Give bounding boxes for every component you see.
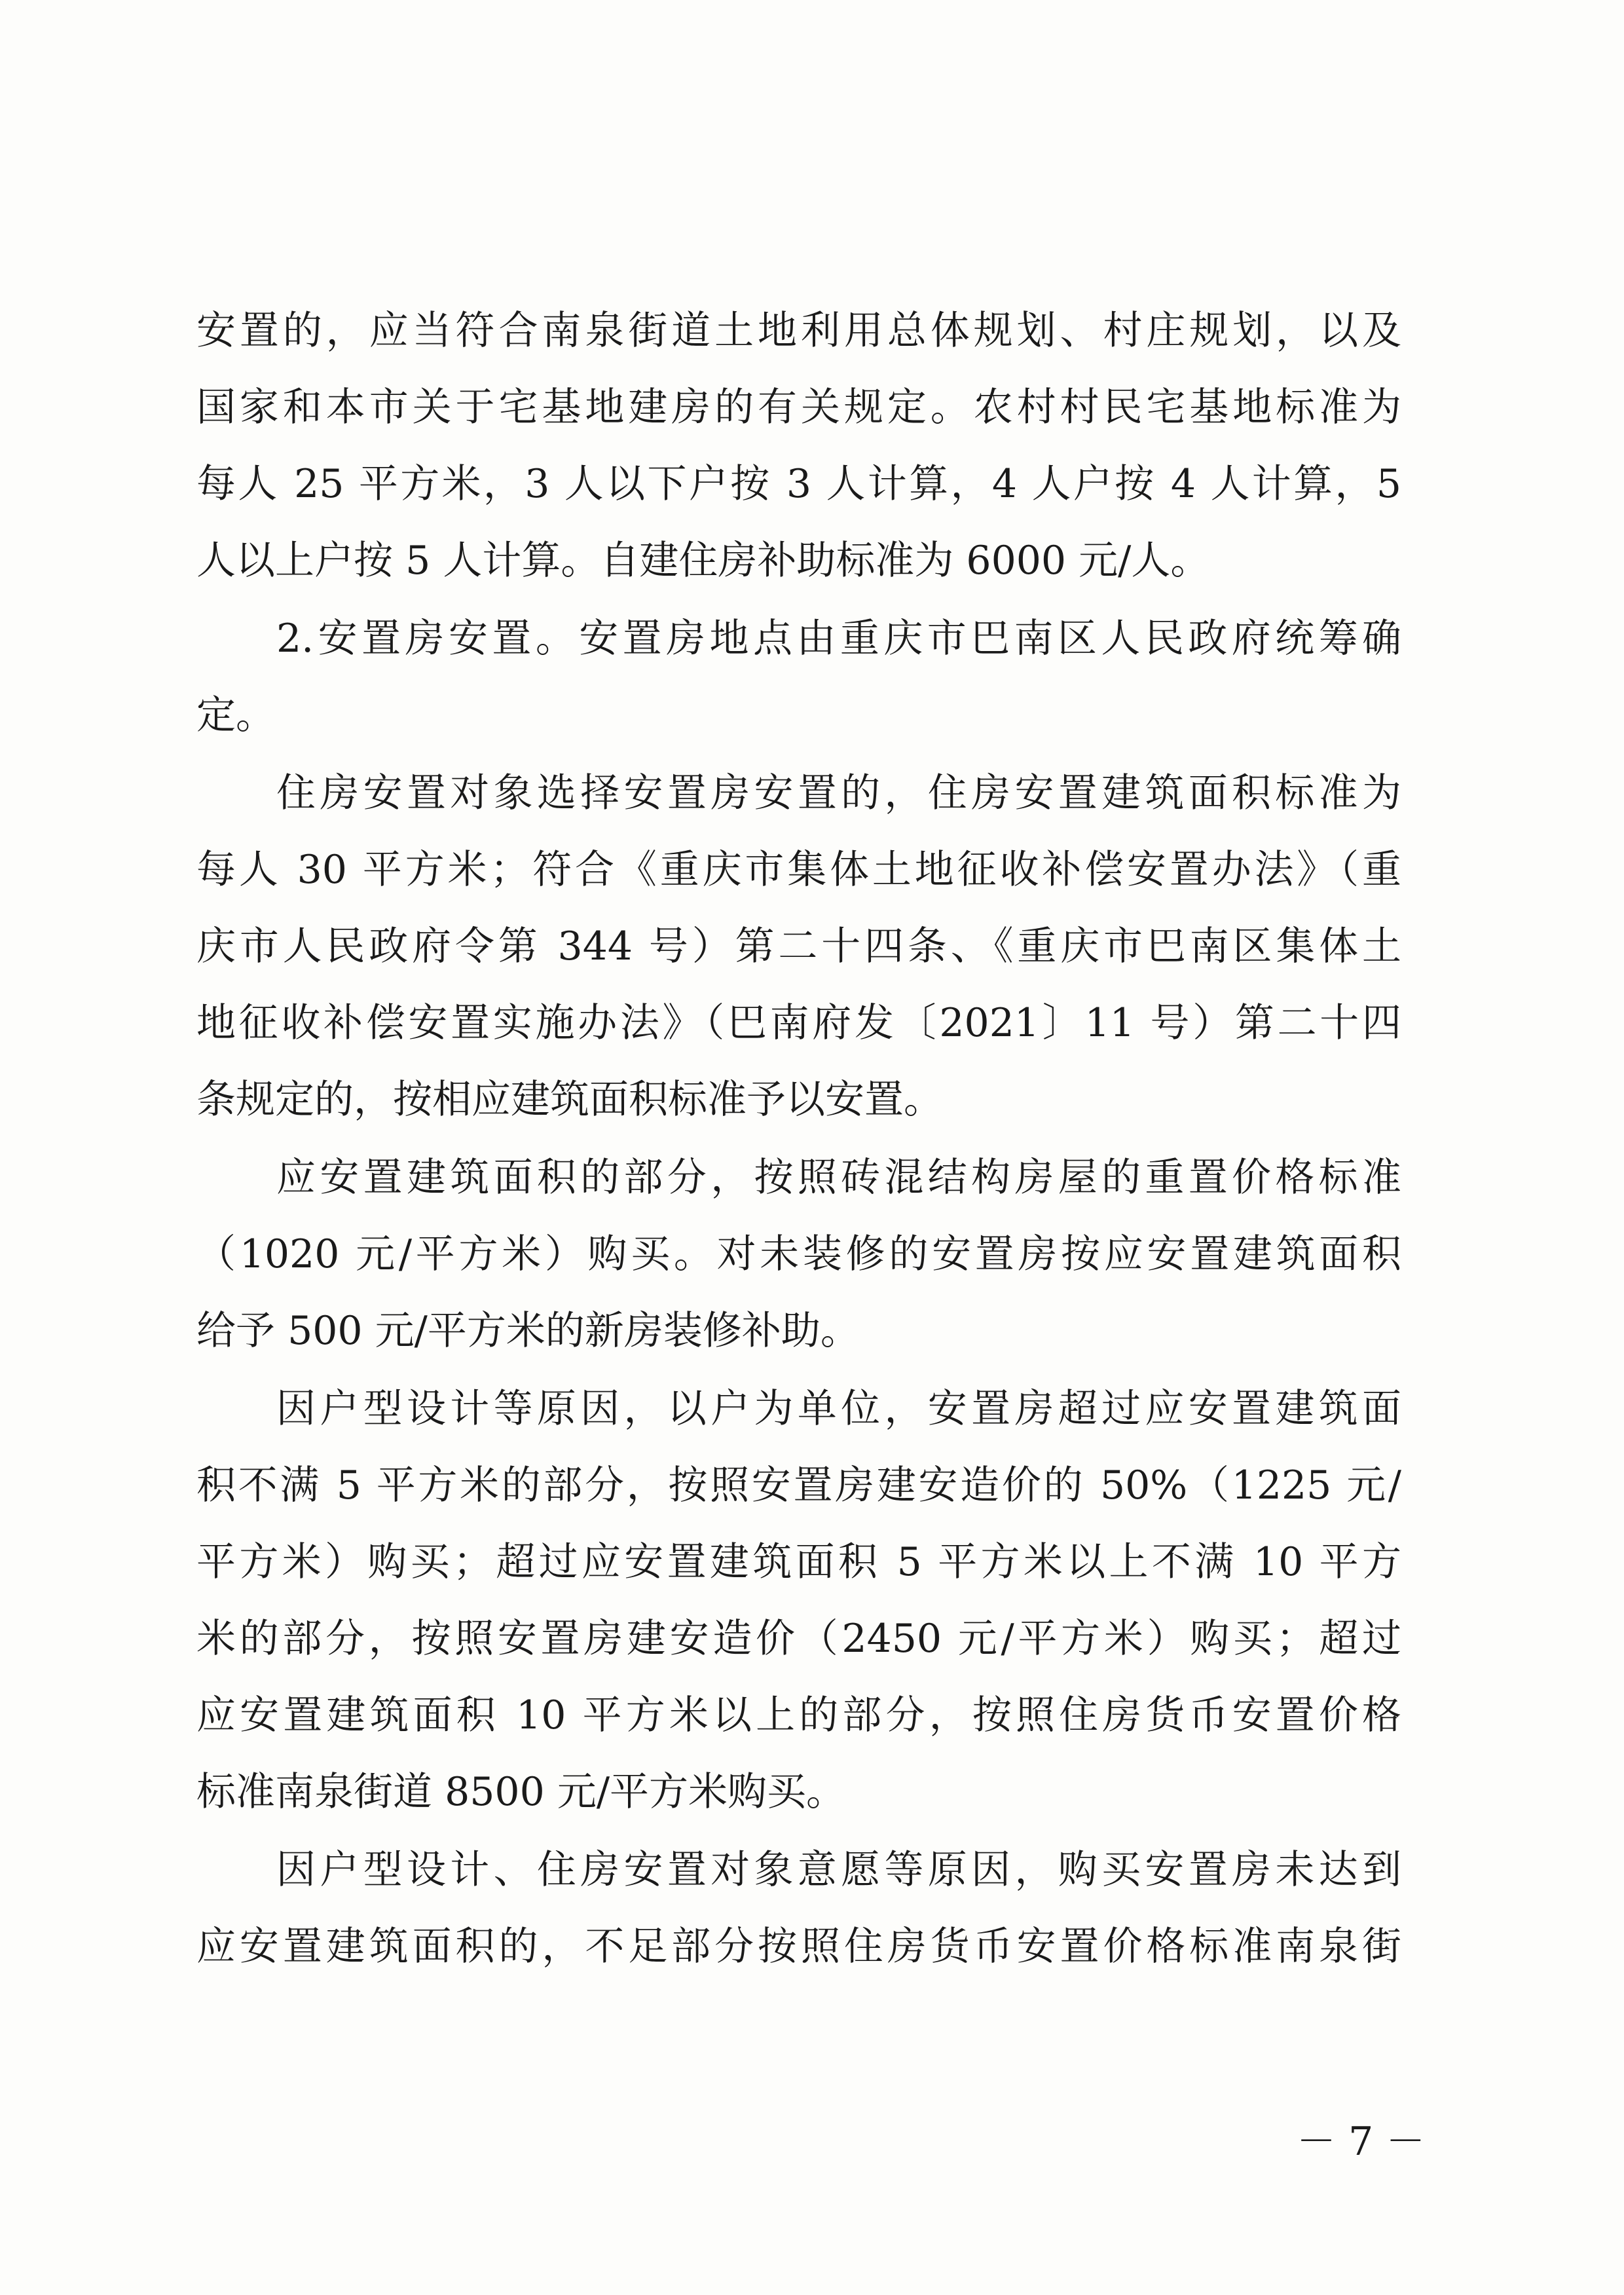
text-line: 条规定的，按相应建筑面积标准予以安置。 [196, 1077, 943, 1123]
text-line: 地征收补偿安置实施办法》（巴南府发〔2021〕11 号）第二十四 [196, 1000, 1401, 1046]
text-line: 应安置建筑面积的部分，按照砖混结构房屋的重置价格标准 [276, 1155, 1401, 1201]
text-line: 积不满 5 平方米的部分，按照安置房建安造价的 50%（1225 元/ [196, 1463, 1401, 1508]
text-line: （1020 元/平方米）购买。对未装修的安置房按应安置建筑面积 [196, 1231, 1401, 1277]
page-number: － 7 － [1297, 2119, 1426, 2165]
text-line: 每人 30 平方米；符合《重庆市集体土地征收补偿安置办法》（重 [196, 847, 1401, 893]
text-line: 人以上户按 5 人计算。自建住房补助标准为 6000 元/人。 [196, 538, 1210, 584]
text-line: 每人 25 平方米，3 人以下户按 3 人计算，4 人户按 4 人计算，5 [196, 461, 1401, 507]
text-line: 米的部分，按照安置房建安造价（2450 元/平方米）购买；超过 [196, 1616, 1401, 1662]
text-line: 住房安置对象选择安置房安置的，住房安置建筑面积标准为 [276, 770, 1401, 816]
text-line: 应安置建筑面积 10 平方米以上的部分，按照住房货币安置价格 [196, 1692, 1401, 1738]
text-line: 给予 500 元/平方米的新房装修补助。 [196, 1308, 860, 1354]
text-line: 2.安置房安置。安置房地点由重庆市巴南区人民政府统筹确 [276, 616, 1401, 662]
text-line: 安置的，应当符合南泉街道土地利用总体规划、村庄规划，以及 [196, 308, 1401, 354]
text-line: 应安置建筑面积的，不足部分按照住房货币安置价格标准南泉街 [196, 1924, 1401, 1969]
text-line: 定。 [196, 692, 275, 738]
text-line: 因户型设计、住房安置对象意愿等原因，购买安置房未达到 [276, 1847, 1401, 1893]
text-line: 因户型设计等原因，以户为单位，安置房超过应安置建筑面 [276, 1386, 1401, 1432]
text-line: 平方米）购买；超过应安置建筑面积 5 平方米以上不满 10 平方 [196, 1539, 1401, 1585]
text-line: 庆市人民政府令第 344 号）第二十四条、《重庆市巴南区集体土 [196, 924, 1401, 969]
text-line: 标准南泉街道 8500 元/平方米购买。 [196, 1769, 846, 1815]
text-line: 国家和本市关于宅基地建房的有关规定。农村村民宅基地标准为 [196, 384, 1401, 430]
